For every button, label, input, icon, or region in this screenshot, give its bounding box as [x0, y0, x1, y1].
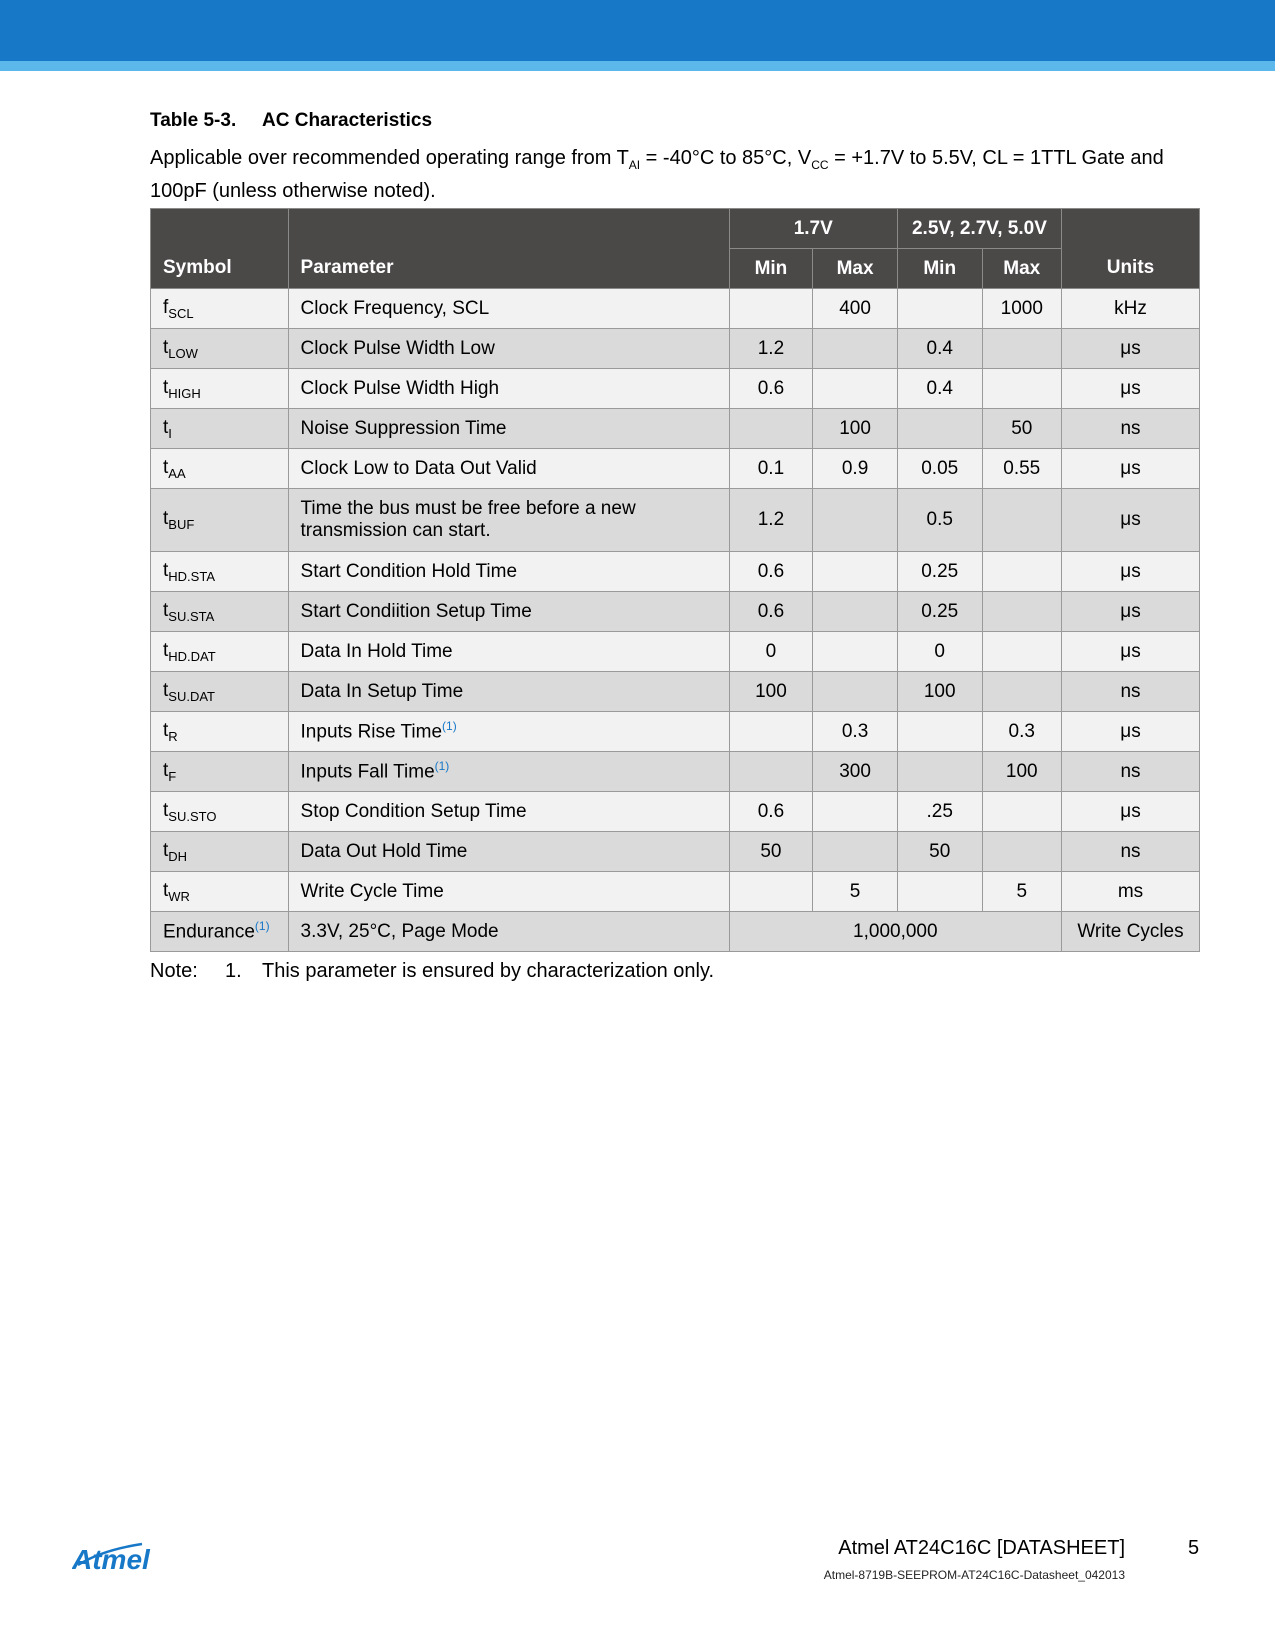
min-1v7-cell: 0	[729, 632, 813, 672]
symbol-cell: $f_{SCL}$	[151, 289, 289, 329]
max-1v7-cell	[813, 369, 898, 409]
units-cell: ns	[1061, 832, 1199, 872]
min-1v7-cell	[729, 872, 813, 912]
table-row	[151, 409, 1200, 449]
footnote-ref[interactable]: (1)	[442, 719, 457, 734]
min-2v5-cell: 0.05	[897, 449, 982, 489]
min-2v5-cell: .25	[897, 792, 982, 832]
min-2v5-cell	[897, 409, 982, 449]
min-1v7-cell: 0.6	[729, 552, 813, 592]
units-cell: μs	[1061, 489, 1199, 552]
parameter-cell: Clock Frequency, SCL	[288, 289, 729, 329]
min-1v7-cell: 0.1	[729, 449, 813, 489]
header-bar	[0, 0, 1275, 61]
symbol-cell: $t_{HD.STA}$	[151, 552, 289, 592]
max-2v5-cell	[982, 489, 1061, 552]
min-1v7-cell: 50	[729, 832, 813, 872]
table-row	[151, 752, 1200, 792]
footer-title: Atmel AT24C16C [DATASHEET]	[838, 1537, 1125, 1559]
header-stripe	[0, 61, 1275, 71]
min-2v5-cell: 0.25	[897, 592, 982, 632]
symbol-cell: $t_{WR}$	[151, 872, 289, 912]
min-2v5-cell: 0	[897, 632, 982, 672]
max-1v7-cell	[813, 832, 898, 872]
max-1v7-cell: 0.9	[813, 449, 898, 489]
max-2v5-cell	[982, 672, 1061, 712]
table-row	[151, 632, 1200, 672]
min-2v5-cell: 0.4	[897, 369, 982, 409]
symbol-cell: $t_{BUF}$	[151, 489, 289, 552]
min-1v7-cell: 0.6	[729, 792, 813, 832]
max-2v5-cell: 0.3	[982, 712, 1061, 752]
max-1v7-cell: 400	[813, 289, 898, 329]
parameter-cell: Inputs Fall Time$^{(1)}$	[288, 752, 729, 792]
symbol-cell: $t_{LOW}$	[151, 329, 289, 369]
min-1v7-cell	[729, 409, 813, 449]
max-2v5-cell: 1000	[982, 289, 1061, 329]
table-note	[150, 960, 714, 983]
table-row	[151, 289, 1200, 329]
note-label: Note:	[150, 960, 198, 982]
max-2v5-cell	[982, 369, 1061, 409]
table-row	[151, 329, 1200, 369]
parameter-cell: Clock Pulse Width High	[288, 369, 729, 409]
symbol-cell: $t_R$	[151, 712, 289, 752]
max-2v5-cell	[982, 792, 1061, 832]
min-2v5-cell	[897, 752, 982, 792]
min-1v7-cell: 0.6	[729, 592, 813, 632]
max-1v7-cell	[813, 632, 898, 672]
min-1v7-cell	[729, 289, 813, 329]
max-1v7-cell: 100	[813, 409, 898, 449]
header-max-1v7: Max	[813, 249, 898, 289]
parameter-cell: Stop Condition Setup Time	[288, 792, 729, 832]
symbol-cell: $t_{SU.STA}$	[151, 592, 289, 632]
symbol-cell: $t_{SU.DAT}$	[151, 672, 289, 712]
header-group-2v5: 2.5V, 2.7V, 5.0V	[897, 209, 1061, 249]
header-min-1v7: Min	[729, 249, 813, 289]
note-text: This parameter is ensured by characterization only.	[262, 960, 715, 982]
table-row	[151, 712, 1200, 752]
units-cell: μs	[1061, 449, 1199, 489]
footnote-ref[interactable]: (1)	[434, 759, 450, 774]
units-cell: μs	[1061, 369, 1199, 409]
table-caption-number: Table 5-3.	[150, 110, 237, 131]
table-row	[151, 449, 1200, 489]
parameter-cell: Inputs Rise Time$^{(1)}$	[288, 712, 729, 752]
endurance-row	[151, 912, 1200, 952]
symbol-cell: $t_I$	[151, 409, 289, 449]
units-cell: μs	[1061, 592, 1199, 632]
units-cell: ms	[1061, 872, 1199, 912]
footnote-ref[interactable]: (1)	[254, 919, 270, 934]
max-1v7-cell	[813, 552, 898, 592]
table-caption-title: AC Characteristics	[262, 110, 433, 131]
max-1v7-cell: 300	[813, 752, 898, 792]
units-cell: ns	[1061, 752, 1199, 792]
table-row	[151, 672, 1200, 712]
max-2v5-cell	[982, 632, 1061, 672]
symbol-cell: Endurance$^{(1)}$	[151, 912, 289, 952]
table-caption	[150, 110, 432, 132]
endurance-value-cell: 1,000,000	[729, 912, 1061, 952]
max-1v7-cell	[813, 592, 898, 632]
min-1v7-cell: 1.2	[729, 489, 813, 552]
units-cell: kHz	[1061, 289, 1199, 329]
table-row	[151, 369, 1200, 409]
min-1v7-cell: 100	[729, 672, 813, 712]
min-2v5-cell: 0.4	[897, 329, 982, 369]
page-number: 5	[1188, 1537, 1200, 1559]
min-1v7-cell: 1.2	[729, 329, 813, 369]
max-2v5-cell	[982, 592, 1061, 632]
table-row	[151, 592, 1200, 632]
units-cell: μs	[1061, 712, 1199, 752]
units-cell: μs	[1061, 792, 1199, 832]
symbol-cell: $t_{HD.DAT}$	[151, 632, 289, 672]
min-2v5-cell: 0.25	[897, 552, 982, 592]
min-2v5-cell: 50	[897, 832, 982, 872]
symbol-cell: $t_{AA}$	[151, 449, 289, 489]
units-cell: ns	[1061, 409, 1199, 449]
header-symbol: Symbol	[151, 209, 289, 289]
max-2v5-cell	[982, 329, 1061, 369]
header-units: Units	[1061, 209, 1199, 289]
units-cell: Write Cycles	[1061, 912, 1199, 952]
svg-text:Atmel: Atmel	[72, 1544, 150, 1574]
min-1v7-cell	[729, 712, 813, 752]
max-1v7-cell	[813, 489, 898, 552]
max-2v5-cell: 0.55	[982, 449, 1061, 489]
note-number: 1.	[225, 960, 242, 982]
parameter-cell: Write Cycle Time	[288, 872, 729, 912]
table-row	[151, 489, 1200, 552]
units-cell: μs	[1061, 329, 1199, 369]
max-2v5-cell	[982, 552, 1061, 592]
max-2v5-cell	[982, 832, 1061, 872]
max-2v5-cell: 50	[982, 409, 1061, 449]
header-parameter: Parameter	[288, 209, 729, 289]
parameter-cell: Clock Low to Data Out Valid	[288, 449, 729, 489]
units-cell: ns	[1061, 672, 1199, 712]
max-2v5-cell: 5	[982, 872, 1061, 912]
max-1v7-cell	[813, 672, 898, 712]
table-row	[151, 872, 1200, 912]
atmel-logo	[72, 1538, 180, 1574]
header-row-1	[151, 209, 1200, 249]
min-1v7-cell: 0.6	[729, 369, 813, 409]
parameter-cell: Data In Setup Time	[288, 672, 729, 712]
min-2v5-cell	[897, 712, 982, 752]
table-row	[151, 552, 1200, 592]
parameter-cell: Start Condition Hold Time	[288, 552, 729, 592]
ac-characteristics-table	[150, 208, 1200, 952]
min-1v7-cell	[729, 752, 813, 792]
table-row	[151, 792, 1200, 832]
max-1v7-cell: 5	[813, 872, 898, 912]
min-2v5-cell: 0.5	[897, 489, 982, 552]
parameter-cell: Start Condiition Setup Time	[288, 592, 729, 632]
parameter-cell: Noise Suppression Time	[288, 409, 729, 449]
table-row	[151, 832, 1200, 872]
max-1v7-cell	[813, 329, 898, 369]
max-1v7-cell	[813, 792, 898, 832]
parameter-cell: Time the bus must be free before a new transmission can start.	[288, 489, 729, 552]
parameter-cell: 3.3V, 25°C, Page Mode	[288, 912, 729, 952]
units-cell: μs	[1061, 632, 1199, 672]
min-2v5-cell	[897, 289, 982, 329]
symbol-cell: $t_F$	[151, 752, 289, 792]
header-group-1v7: 1.7V	[729, 209, 897, 249]
symbol-cell: $t_{DH}$	[151, 832, 289, 872]
document-id: Atmel-8719B-SEEPROM-AT24C16C-Datasheet_042013	[823, 1568, 1125, 1582]
units-cell: μs	[1061, 552, 1199, 592]
applicability-text: Applicable over recommended operating range from $T_{AI} = -40^\circ C$ to 85°C, $V_{CC} = +1.7V$ to 5.5V, CL = 1TTL Gate and 100pF (unless otherwise noted).	[150, 147, 1164, 202]
parameter-cell: Data Out Hold Time	[288, 832, 729, 872]
min-2v5-cell	[897, 872, 982, 912]
parameter-cell: Clock Pulse Width Low	[288, 329, 729, 369]
symbol-cell: $t_{SU.STO}$	[151, 792, 289, 832]
header-max-2v5: Max	[982, 249, 1061, 289]
parameter-cell: Data In Hold Time	[288, 632, 729, 672]
min-2v5-cell: 100	[897, 672, 982, 712]
max-1v7-cell: 0.3	[813, 712, 898, 752]
max-2v5-cell: 100	[982, 752, 1061, 792]
header-min-2v5: Min	[897, 249, 982, 289]
symbol-cell: $t_{HIGH}$	[151, 369, 289, 409]
